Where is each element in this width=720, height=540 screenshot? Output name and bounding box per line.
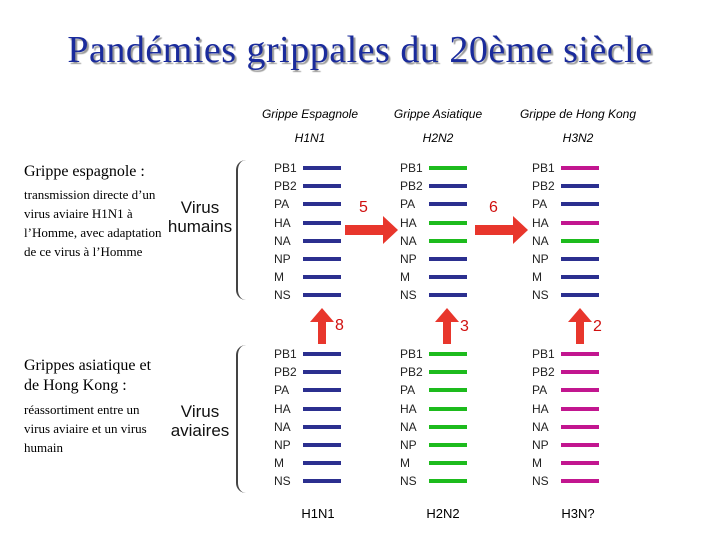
gene-label-m: M bbox=[532, 270, 542, 285]
gene-label-ha: HA bbox=[274, 215, 291, 230]
gene-label-pb2: PB2 bbox=[274, 365, 297, 380]
gene-label-pa: PA bbox=[400, 197, 416, 212]
gene-label-pb1: PB1 bbox=[400, 161, 423, 175]
gene-label-pb2: PB2 bbox=[274, 179, 297, 194]
arrow-avian-up-col1 bbox=[310, 308, 334, 344]
gene-label-pa: PA bbox=[532, 197, 548, 212]
slide-title: Pandémies grippales du 20ème siècle bbox=[67, 29, 653, 71]
gene-label-pa: PA bbox=[274, 383, 290, 398]
gene-label-pb2: PB2 bbox=[532, 179, 555, 194]
gene-label-pa: PA bbox=[532, 383, 548, 398]
gene-label-na: NA bbox=[274, 419, 291, 434]
gene-label-pb2: PB2 bbox=[532, 365, 555, 380]
asian-note-title: Grippes asiatique et de Hong Kong : bbox=[24, 357, 152, 394]
gene-label-m: M bbox=[274, 456, 284, 471]
column-name: Grippe Espagnole bbox=[261, 107, 359, 121]
arrow-number-6: 6 bbox=[489, 199, 498, 216]
gene-label-pb1: PB1 bbox=[274, 347, 297, 361]
avian-virus-label: Virus aviaires bbox=[170, 402, 230, 440]
gene-label-pb1: PB1 bbox=[274, 161, 297, 175]
spanish-note-title: Grippe espagnole : bbox=[24, 163, 145, 180]
arrow-asian-to-hongkong bbox=[475, 216, 528, 244]
gene-label-np: NP bbox=[532, 438, 549, 452]
gene-label-ns: NS bbox=[400, 288, 417, 303]
gene-label-pb1: PB1 bbox=[532, 161, 555, 175]
gene-label-pb2: PB2 bbox=[400, 179, 423, 194]
gene-label-m: M bbox=[400, 270, 410, 285]
gene-label-na: NA bbox=[532, 419, 549, 434]
column-name: Grippe de Hong Kong bbox=[519, 107, 637, 121]
bottom-label-col1: H1N1 bbox=[301, 506, 335, 521]
gene-label-pb1: PB1 bbox=[400, 347, 423, 361]
column-name: Grippe Asiatique bbox=[393, 107, 483, 121]
gene-label-ha: HA bbox=[400, 401, 417, 416]
arrow-number-5: 5 bbox=[359, 199, 368, 216]
gene-label-pa: PA bbox=[400, 383, 416, 398]
gene-label-m: M bbox=[532, 456, 542, 471]
gene-label-ha: HA bbox=[400, 215, 417, 230]
gene-label-ns: NS bbox=[532, 474, 549, 489]
arrow-number-8: 8 bbox=[335, 317, 344, 334]
spanish-note-body: transmission directe d’un virus aviaire H1N1 à l’Homme, avec adaptation de ce virus à l’Homme bbox=[24, 187, 162, 259]
asian-note-body: réassortiment entre un virus aviaire et un virus humain bbox=[24, 402, 147, 455]
gene-label-ns: NS bbox=[532, 288, 549, 303]
arrow-avian-up-col2 bbox=[435, 308, 459, 344]
column-subtype: H2N2 bbox=[422, 131, 454, 145]
column-subtype: H3N2 bbox=[562, 131, 594, 145]
gene-label-np: NP bbox=[532, 252, 549, 266]
gene-label-np: NP bbox=[274, 438, 291, 452]
gene-label-na: NA bbox=[274, 233, 291, 248]
bottom-label-col2: H2N2 bbox=[426, 506, 460, 521]
gene-label-ha: HA bbox=[532, 401, 549, 416]
human-virus-label: Virus humains bbox=[167, 198, 233, 236]
gene-label-pa: PA bbox=[274, 197, 290, 212]
arrow-human-to-asian bbox=[345, 216, 398, 244]
gene-label-ha: HA bbox=[532, 215, 549, 230]
bottom-label-col3: H3N? bbox=[561, 506, 595, 521]
gene-label-pb1: PB1 bbox=[532, 347, 555, 361]
arrow-number-2: 2 bbox=[593, 318, 602, 335]
gene-label-pb2: PB2 bbox=[400, 365, 423, 380]
arrow-number-3: 3 bbox=[460, 318, 469, 335]
gene-label-ns: NS bbox=[274, 288, 291, 303]
gene-label-ns: NS bbox=[400, 474, 417, 489]
gene-label-ns: NS bbox=[274, 474, 291, 489]
gene-label-m: M bbox=[274, 270, 284, 285]
gene-label-np: NP bbox=[400, 438, 417, 452]
arrow-avian-up-col3 bbox=[568, 308, 592, 344]
gene-label-m: M bbox=[400, 456, 410, 471]
gene-label-np: NP bbox=[274, 252, 291, 266]
gene-label-na: NA bbox=[400, 233, 417, 248]
column-subtype: H1N1 bbox=[294, 131, 326, 145]
gene-label-ha: HA bbox=[274, 401, 291, 416]
gene-label-np: NP bbox=[400, 252, 417, 266]
gene-label-na: NA bbox=[400, 419, 417, 434]
gene-label-na: NA bbox=[532, 233, 549, 248]
